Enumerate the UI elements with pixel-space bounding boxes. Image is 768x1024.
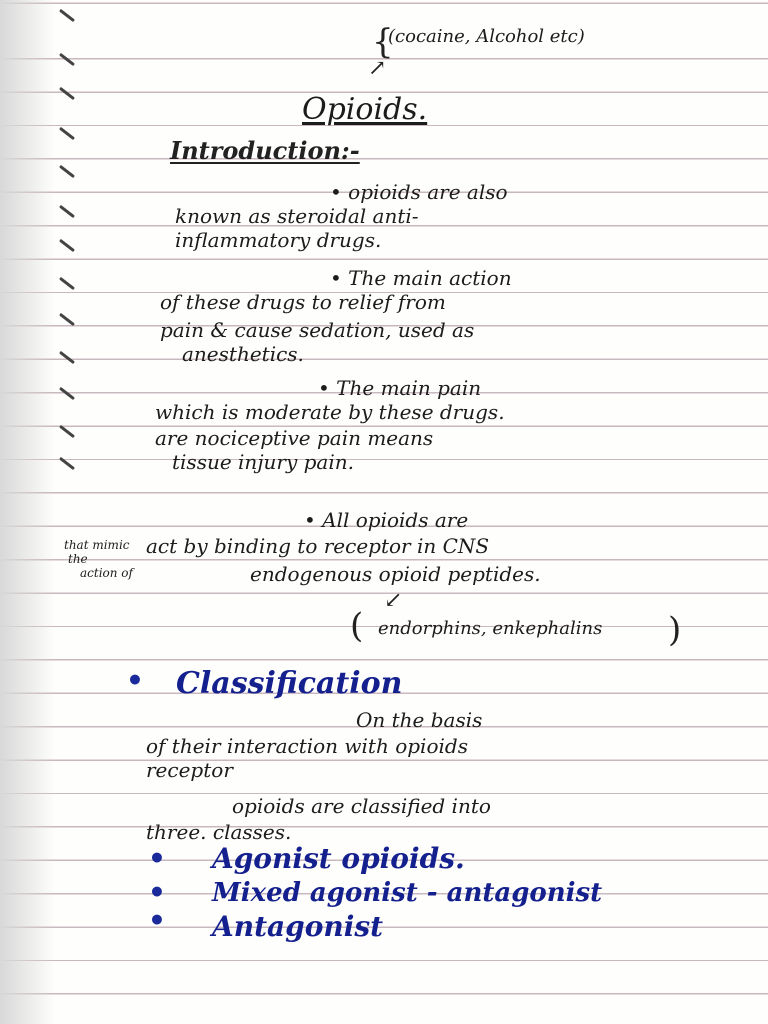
intro-p2-line2: of these drugs to relief from [160,290,446,314]
peptides-open-paren: ( [350,606,364,646]
class-bullet-3: • [148,904,166,937]
class-bullet-2: • [148,876,166,909]
class-mixed: Mixed agonist - antagonist [212,878,603,908]
spiral-binding-marks [58,0,88,1024]
page-title: Opioids. [302,92,428,127]
top-note-arrow: ↗ [368,56,387,81]
intro-p3-line1: • The main pain [318,376,482,400]
intro-heading: Introduction:- [170,136,360,165]
peptides-arrow: ↙ [384,588,403,613]
margin-note-line1: that mimic [64,538,130,552]
top-note-brace: { [372,22,394,62]
classification-line2: of their interaction with opioids [146,734,468,758]
classification-line4: opioids are classified into [232,794,491,818]
top-note: (cocaine, Alcohol etc) [388,26,585,47]
class-antagonist: Antagonist [212,910,384,943]
intro-p3-line3: are nociceptive pain means [155,426,434,450]
intro-p1-line2: known as steroidal anti- [175,204,419,228]
intro-p2-line3: pain & cause sedation, used as [160,318,475,342]
intro-p1-line3: inflammatory drugs. [175,228,382,252]
peptides-note: endorphins, enkephalins [378,618,603,639]
page-edge-shadow [0,0,55,1024]
classification-line5: three. classes. [146,820,292,844]
intro-p2-line4: anesthetics. [182,342,304,366]
classification-line3: receptor [146,758,233,782]
intro-p3-line4: tissue injury pain. [172,450,354,474]
intro-p2-line1: • The main action [330,266,512,290]
peptides-close-paren: ) [668,610,682,650]
intro-p4-line1: • All opioids are [304,508,469,532]
margin-note-line2: the [68,552,88,566]
intro-p3-line2: which is moderate by these drugs. [155,400,505,424]
margin-note-line3: action of [80,566,133,580]
class-bullet-1: • [148,842,166,875]
intro-p4-line2: act by binding to receptor in CNS [146,534,490,558]
intro-p1-line1: • opioids are also [330,180,508,204]
intro-p4-line3: endogenous opioid peptides. [250,562,541,586]
classification-line1: On the basis [356,708,483,732]
class-agonist: Agonist opioids. [212,842,465,875]
classification-heading: Classification [176,666,403,701]
classification-bullet: • [126,664,144,697]
